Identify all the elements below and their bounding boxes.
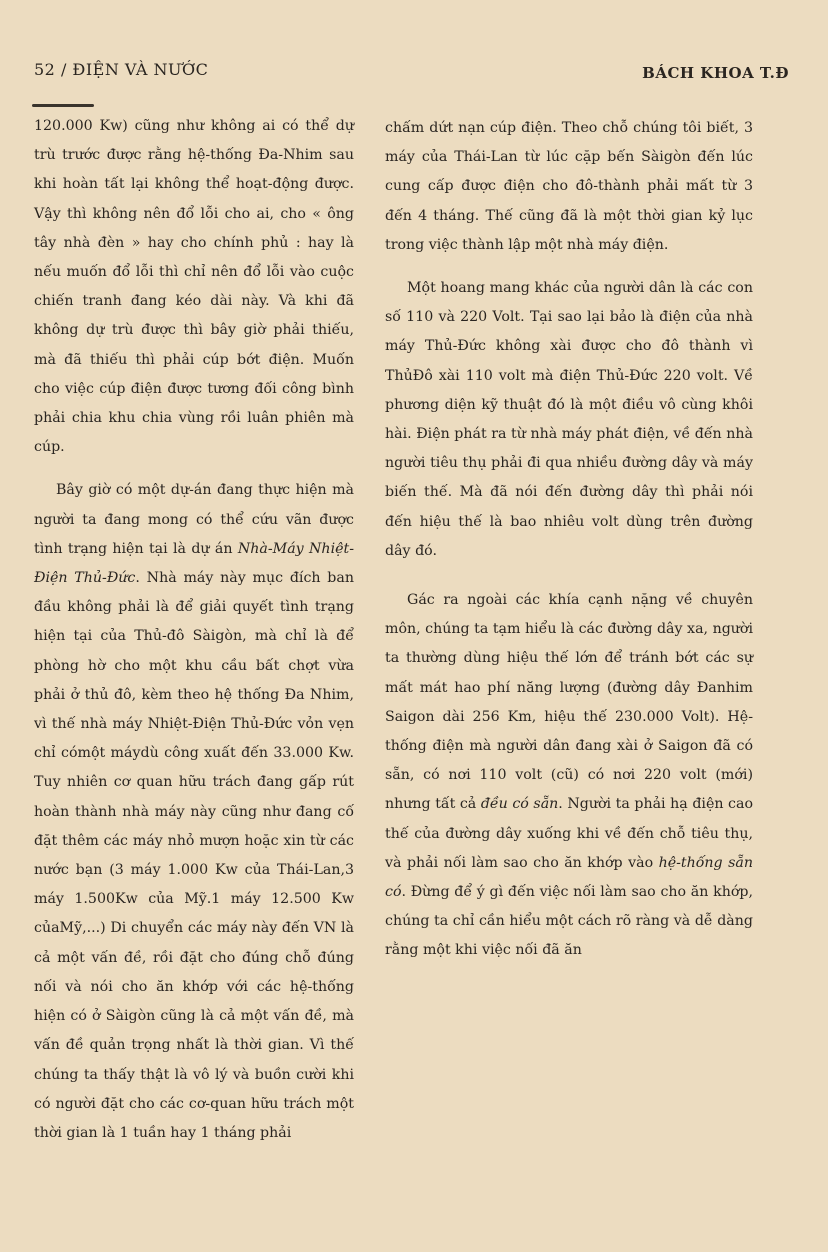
magazine-title: BÁCH KHOA T.Đ: [642, 64, 789, 82]
left-p2-text-a: Bây giờ có một dự-án đang thực hiện mà người ta đang mong có thể cứu vãn được tình trạng hiện tại là dự án: [34, 482, 354, 557]
right-paragraph-3: [385, 586, 753, 966]
header-rule: [32, 104, 94, 107]
page-number-section-title: 52 / ĐIỆN VÀ NƯỚC: [34, 60, 209, 79]
left-column: [34, 112, 354, 1148]
right-p3-text-b: . Người ta phải hạ điện cao thế của đường dây xuống khi về đến chỗ tiêu thụ, và phải nối làm sao cho ăn khớp vào: [385, 796, 753, 871]
right-p3-emphasis-2: hệ-thống sẵn có: [385, 854, 753, 901]
left-p2-text-b: . Nhà máy này mục đích ban đầu không phải là để giải quyết tình trạng hiện tại của Thủ-đô Sàigòn, mà chỉ là để phòng hờ cho một khu cầu bất chợt vừa phải ở thủ đô, kèm theo hệ thống Đa Nhim, vì thế nhà máy Nhiệt-Điện Thủ-Đức vỏn vẹn chỉ cómột máydù công xuất đến 33.000 Kw. Tuy nhiên cơ quan hữu trách đang gấp rút hoàn thành nhà máy này cũng như đang cố đặt thêm các máy nhỏ mượn hoặc xin từ các nước bạn (3 máy 1.000 Kw của Thái-Lan,3 máy 1.500Kw của Mỹ.1 máy 12.500 Kw củaMỹ,...) Di chuyển các máy này đến VN là cả một vấn đề, rồi đặt cho đúng chỗ đúng nối và nói cho ăn khớp với các hệ-thống hiện có ở Sàigòn cũng là cả một vấn đề, mà vấn đề quản trọng nhất là thời gian. Vì thế chúng ta thấy thật là vô lý và buồn cười khi có người đặt cho các cơ-quan hữu trách một thời gian là 1 tuần hay 1 tháng phải: [34, 570, 354, 1141]
right-paragraph-2: Một hoang mang khác của người dân là các con số 110 và 220 Volt. Tại sao lại bảo là điện của nhà máy Thủ-Đức không xài được cho đô thành vì ThủĐô xài 110 volt mà điện Thủ-Đức 220 volt. Về phương diện kỹ thuật đó là một điều vô cùng khôi hài. Điện phát ra từ nhà máy phát điện, về đến nhà người tiêu thụ phải đi qua nhiều đường dây và máy biến thế. Mà đã nói đến đường dây thì phải nói đến hiệu thế là bao nhiêu volt dùng trên đường dây đó.: [385, 280, 753, 559]
right-p3-text-a: Gác ra ngoài các khía cạnh nặng về chuyên môn, chúng ta tạm hiểu là các đường dây xa, người ta thường dùng hiệu thế lớn để tránh bớt các sự mất mát hao phí năng lượng (đường dây Đanhim Saigon dài 256 Km, hiệu thế 230.000 Volt). Hệ-thống điện mà người dân đang xài ở Saigon đã có sẵn, có nơi 110 volt (cũ) có nơi 220 volt (mới) nhưng tất cả: [385, 592, 753, 813]
right-column: [385, 114, 753, 966]
left-paragraph-2: [34, 476, 354, 1148]
running-head: [34, 60, 789, 90]
left-p2-emphasis: Nhà-Máy Nhiệt-Điện Thủ-Đức: [34, 540, 354, 587]
right-p3-text-c: . Đừng để ý gì đến việc nối làm sao cho ăn khớp, chúng ta chỉ cần hiểu một cách rõ ràng và dễ dàng rằng một khi việc nối đã ăn: [385, 884, 753, 959]
right-p3-emphasis-1: đều có sẵn: [480, 796, 559, 813]
right-paragraph-1: chấm dứt nạn cúp điện. Theo chỗ chúng tôi biết, 3 máy của Thái-Lan từ lúc cặp bến Sàigòn đến lúc cung cấp được điện cho đô-thành phải mất từ 3 đến 4 tháng. Thế cũng đã là một thời gian kỷ lục trong việc thành lập một nhà máy điện.: [385, 120, 753, 253]
left-paragraph-1: 120.000 Kw) cũng như không ai có thể dự trù trước được rằng hệ-thống Đa-Nhim sau khi hoàn tất lại không thể hoạt-động được. Vậy thì không nên đổ lỗi cho ai, cho « ông tây nhà đèn » hay cho chính phủ : hay là nếu muốn đổ lỗi thì chỉ nên đổ lỗi vào cuộc chiến tranh đang kéo dài này. Và khi đã không dự trù được thì bây giờ phải thiếu, mà đã thiếu thì phải cúp bớt điện. Muốn cho việc cúp điện được tương đối công bình phải chia khu chia vùng rồi luân phiên mà cúp.: [34, 118, 354, 456]
